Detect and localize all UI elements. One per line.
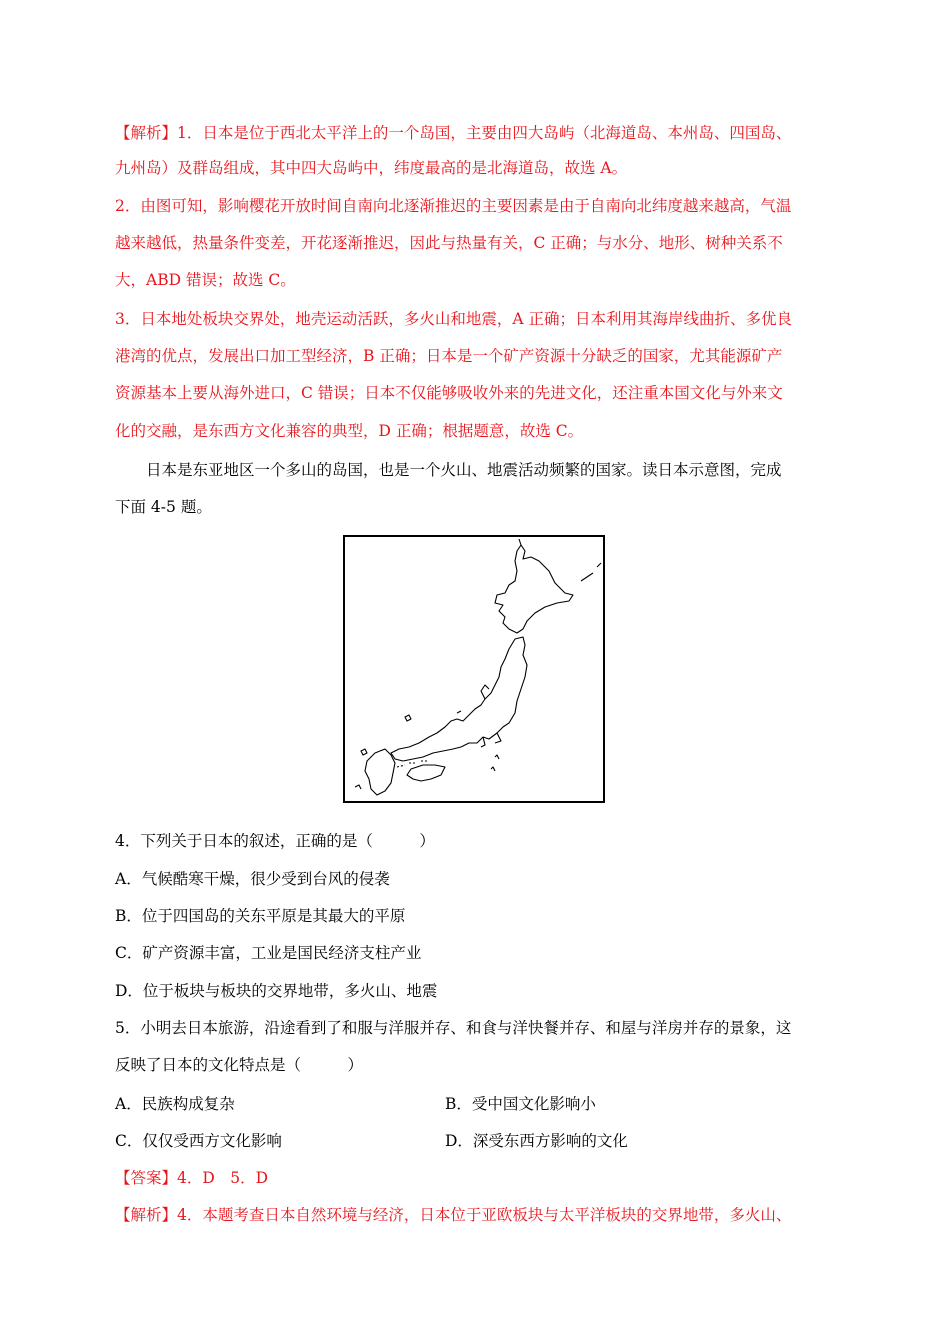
analysis-2-line-2: 越来越低，热量条件变差，开花逐渐推迟，因此与热量有关，C 正确；与水分、地形、树种关系不	[115, 234, 783, 252]
question-5-stem-line-1: 5．小明去日本旅游，沿途看到了和服与洋服并存、和食与洋快餐并存、和屋与洋房并存的景象，这	[115, 1019, 792, 1037]
question-5-stem-line-2: 反映了日本的文化特点是（ ）	[115, 1056, 364, 1074]
analysis-3-line-2: 港湾的优点，发展出口加工型经济，B 正确；日本是一个矿产资源十分缺乏的国家，尤其能源矿产	[115, 347, 783, 365]
japan-map-figure	[343, 535, 605, 803]
answer-line: 【答案】4．D 5．D	[115, 1169, 269, 1187]
analysis-1-line-2: 九州岛）及群岛组成，其中四大岛屿中，纬度最高的是北海道岛，故选 A。	[115, 159, 628, 177]
question-4-option-b: B．位于四国岛的关东平原是其最大的平原	[115, 907, 406, 925]
analysis-2-line-3: 大，ABD 错误；故选 C。	[115, 271, 296, 289]
question-4-option-a: A．气候酷寒干燥，很少受到台风的侵袭	[115, 870, 390, 888]
analysis-3-line-4: 化的交融，是东西方文化兼容的典型，D 正确；根据题意，故选 C。	[115, 422, 584, 440]
question-4-option-d: D．位于板块与板块的交界地带，多火山、地震	[115, 982, 438, 1000]
question-4-option-c: C．矿产资源丰富，工业是国民经济支柱产业	[115, 944, 422, 962]
analysis-3-line-1: 3．日本地处板块交界处，地壳运动活跃，多火山和地震，A 正确；日本利用其海岸线曲折、多优良	[115, 310, 792, 328]
analysis-1-line-1: 【解析】1．日本是位于西北太平洋上的一个岛国，主要由四大岛屿（北海道岛、本州岛、四国岛、	[115, 124, 792, 142]
analysis-3-line-3: 资源基本上要从海外进口，C 错误；日本不仅能够吸收外来的先进文化，还注重本国文化与外来文	[115, 384, 783, 402]
question-5-option-a: A．民族构成复杂	[115, 1095, 235, 1113]
intro-line-2: 下面 4-5 题。	[115, 498, 212, 516]
question-4-stem: 4．下列关于日本的叙述，正确的是（ ）	[115, 832, 435, 850]
question-5-option-d: D．深受东西方影响的文化	[445, 1132, 628, 1150]
question-5-option-b: B．受中国文化影响小	[445, 1095, 596, 1113]
analysis-4-line-1: 【解析】4．本题考查日本自然环境与经济，日本位于亚欧板块与太平洋板块的交界地带，多火山、	[115, 1206, 792, 1224]
question-5-option-c: C．仅仅受西方文化影响	[115, 1132, 282, 1150]
japan-outline-icon	[345, 537, 605, 803]
analysis-2-line-1: 2．由图可知，影响樱花开放时间自南向北逐渐推迟的主要因素是由于自南向北纬度越来越高，气温	[115, 197, 792, 215]
intro-line-1: 日本是东亚地区一个多山的岛国，也是一个火山、地震活动频繁的国家。读日本示意图，完成	[146, 461, 782, 479]
